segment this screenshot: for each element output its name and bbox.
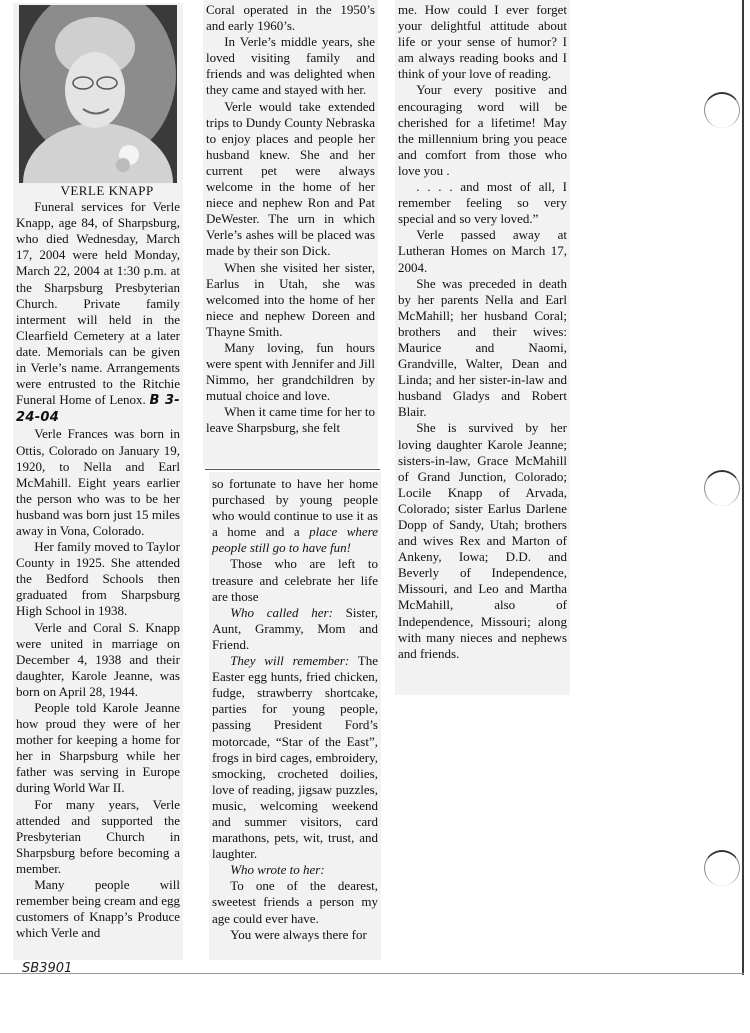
text: so fortunate to have her home purchased by young people who would continue to use it as a home and a xyxy=(212,476,378,540)
column-divider xyxy=(205,469,380,470)
italic-label: Who called her: xyxy=(230,604,333,620)
paragraph xyxy=(212,862,378,878)
paragraph: For many years, Verle attended and supported the Presbyterian Church in Sharpsburg before becoming a member. xyxy=(16,796,180,876)
portrait-photo xyxy=(19,5,177,183)
paragraph: Verle and Coral S. Knapp were united in marriage on December 4, 1938 and their daughter, Karole Jeanne, was born on April 28, 1944. xyxy=(16,619,180,699)
paragraph: Your every positive and encouraging word will be cherished for a lifetime! May the millennium bring you peace and comfort from those who love you . xyxy=(398,82,567,178)
binder-hole-middle xyxy=(704,470,740,506)
obituary-column-2-top xyxy=(203,0,378,468)
text: Funeral services for Verle Knapp, age 84, of Sharpsburg, who died Wednesday, March 17, 2004 were held Monday, March 22, 2004 at 1:30 p.m. at the Sharpsburg Presbyterian Church. Private family interment will held in the Clearfield Cemetery at a later date. Memorials can be given in Verle’s name. Arrangements were entrusted to the Ritchie Funeral Home of Lenox. xyxy=(16,199,180,408)
binder-hole-bottom xyxy=(704,850,740,886)
paragraph: Verle passed away at Lutheran Homes on March 17, 2004. xyxy=(398,227,567,275)
scan-edge xyxy=(742,0,744,975)
paragraph: . . . . and most of all, I remember feeling so very special and so very loved.” xyxy=(398,179,567,227)
portrait-image xyxy=(19,5,177,183)
paragraph: Verle Frances was born in Ottis, Colorado on January 19, 1920, to Nella and Earl McMahill. Eight years earlier the person who was to be her husband was born just 15 miles away in Vona, Colorado. xyxy=(16,426,180,538)
paragraph: When it came time for her to leave Sharpsburg, she felt xyxy=(206,404,375,436)
paragraph: People told Karole Jeanne how proud they were of her mother for keeping a home for her in Sharpsburg while her father was serving in Europe during World War II. xyxy=(16,700,180,796)
paragraph xyxy=(212,476,378,556)
paragraph xyxy=(16,199,180,426)
paragraph xyxy=(212,653,378,862)
paragraph: Coral operated in the 1950’s and early 1960’s. xyxy=(206,2,375,34)
handwritten-file-number: SB3901 xyxy=(22,961,73,976)
paragraph: me. How could I ever forget your delightful attitude about life or your sense of humor? I am always reading books and I think of your love of reading. xyxy=(398,2,567,82)
binder-hole-top xyxy=(704,92,740,128)
text: The Easter egg hunts, fried chicken, fudge, strawberry shortcake, parties for young people, passing President Ford’s motorcade, “Star of the East”, frogs in bird cages, embroidery, smocking, crocheted doilies, love of reading, jigsaw puzzles, music, welcoming weekend and summer visitors, card marathons, pets, wit, trust, and laughter. xyxy=(212,653,379,862)
paragraph: To one of the dearest, sweetest friends a person my age could ever have. xyxy=(212,878,378,926)
paragraph: She was preceded in death by her parents Nella and Earl McMahill; her husband Coral; brothers and their wives: Maurice and Naomi, Grandville, Walter, Dean and Linda; and her sister-in-law and husband Gladys and Robert Blair. xyxy=(398,275,567,420)
paragraph xyxy=(212,605,378,653)
obituary-heading: VERLE KNAPP xyxy=(60,183,154,198)
scan-edge-bottom xyxy=(0,973,744,974)
italic-label: Who wrote to her: xyxy=(230,862,325,878)
handwritten-date: B 3-24-04 xyxy=(16,393,181,426)
obituary-column-3 xyxy=(395,0,570,695)
paragraph: Verle would take extended trips to Dundy County Nebraska to enjoy places and people her husband knew. She and her current pet were always welcome in the home of her niece and nephew Ron and Pat DeWester. The urn in which Verle’s ashes will be placed was made by their son Dick. xyxy=(206,98,375,259)
text: Sister, Aunt, Grammy, Mom and Friend. xyxy=(212,604,378,652)
paragraph: When she visited her sister, Earlus in Utah, she was welcomed into the home of her niece and nephew Doreen and Thayne Smith. xyxy=(206,259,375,339)
italic-label: They will remember: xyxy=(230,653,350,669)
paragraph: In Verle’s middle years, she loved visiting family and friends and was delighted when they came and stayed with her. xyxy=(206,34,375,98)
paragraph: Many people will remember being cream and egg customers of Knapp’s Produce which Verle and xyxy=(16,877,180,941)
paragraph: Her family moved to Taylor County in 1925. She attended the Bedford Schools then graduated from Sharpsburg High School in 1938. xyxy=(16,539,180,619)
obituary-column-1 xyxy=(13,3,183,960)
paragraph: Many loving, fun hours were spent with Jennifer and Jill Nimmo, her grandchildren by mutual choice and love. xyxy=(206,339,375,404)
obituary-column-2-bottom xyxy=(209,472,381,960)
italic-text: place where people still go to have fun! xyxy=(212,524,378,556)
paragraph: You were always there for xyxy=(230,926,367,942)
paragraph: Those who are left to treasure and celebrate her life are those xyxy=(212,556,378,604)
paragraph: She is survived by her loving daughter Karole Jeanne; sisters-in-law, Grace McMahill of Grand Junction, Colorado; Locile Knapp of Arvada, Colorado; sister Earlus Darlene Dopp of Sandy, Utah; brothers and wives Rex and Marton of Ankeny, Iowa; D.D. and Beverly of Independence, Missouri, and Leo and Martha McMahill, also of Independence, Missouri; along with many nieces and nephews and friends. xyxy=(398,420,567,661)
